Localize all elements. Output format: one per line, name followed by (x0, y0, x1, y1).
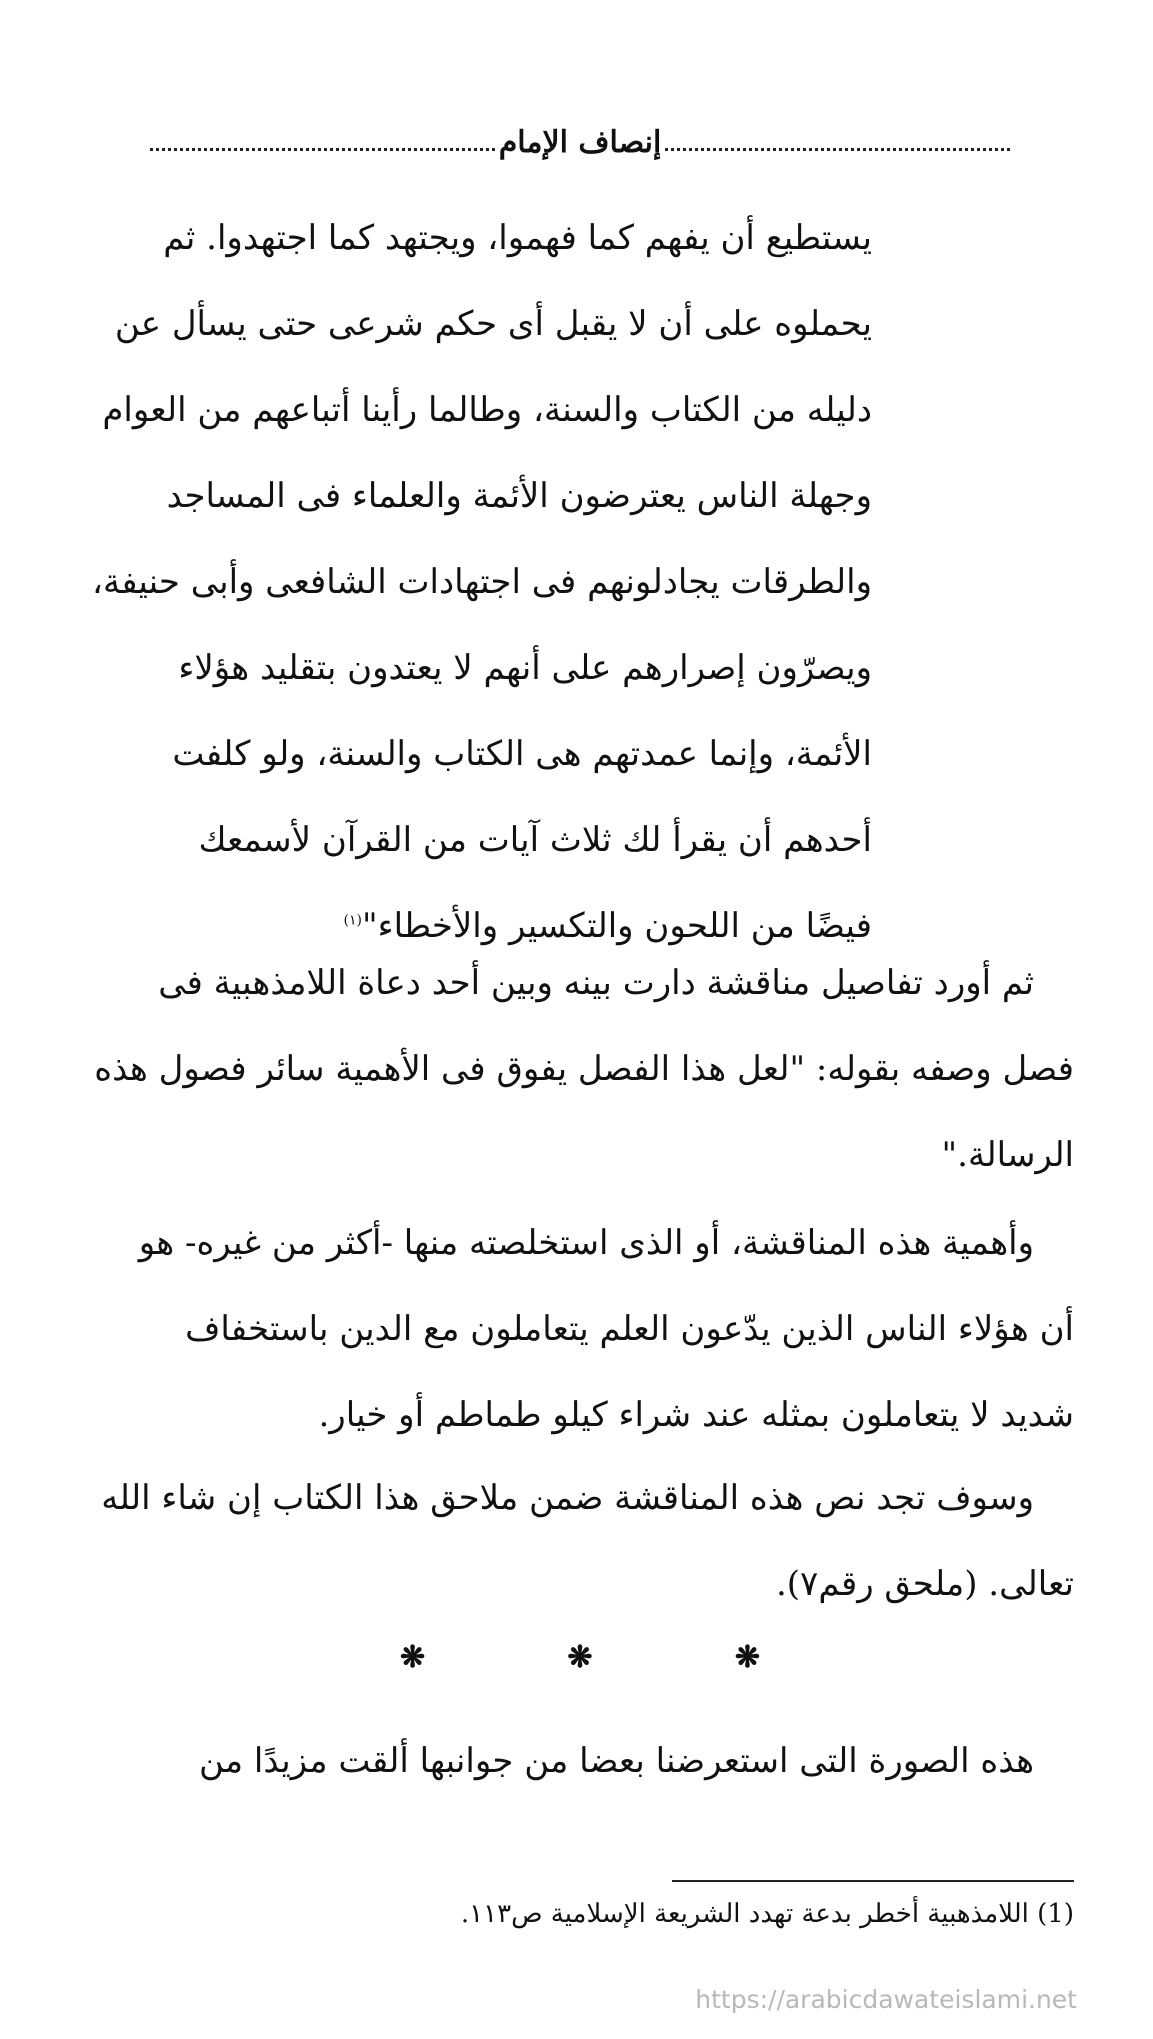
section-separator (400, 1640, 760, 1675)
running-header (150, 122, 1010, 162)
asterism-star-icon: ❋ (567, 1640, 593, 1675)
running-header-title: إنصاف الإمام (498, 124, 662, 160)
paragraph-line: هذه الصورة التى استعرضنا بعضا من جوانبها ألقت مزيدًا من (199, 1741, 1034, 1781)
quote-line: ويصرّون إصرارهم على أنهم لا يعتدون بتقليد هؤلاء (178, 648, 872, 688)
paragraph-2 (92, 1200, 1074, 1458)
quote-line: وجهلة الناس يعترضون الأئمة والعلماء فى المساجد (166, 476, 872, 516)
quote-line: يستطيع أن يفهم كما فهموا، ويجتهد كما اجتهدوا. ثم (163, 218, 872, 258)
paragraph-line: ثم أورد تفاصيل مناقشة دارت بينه وبين أحد دعاة اللامذهبية فى (158, 963, 1034, 1003)
paragraph-line: الرسالة." (941, 1135, 1074, 1175)
asterism-star-icon: ❋ (400, 1640, 426, 1675)
quote-line: دليله من الكتاب والسنة، وطالما رأينا أتباعهم من العوام (102, 390, 872, 430)
quote-last-line-text: فيضًا من اللحون والتكسير والأخطاء" (362, 906, 872, 946)
header-dot-leader-left (150, 148, 495, 151)
footnote-divider (672, 1880, 1074, 1882)
quote-line: الأئمة، وإنما عمدتهم هى الكتاب والسنة، ولو كلفت (172, 734, 872, 774)
footnote-marker: (١) (343, 912, 363, 929)
block-quote (92, 195, 872, 969)
quote-line: والطرقات يجادلونهم فى اجتهادات الشافعى وأبى حنيفة، (92, 562, 872, 602)
paragraph-line: تعالى. (ملحق رقم٧). (775, 1564, 1074, 1604)
footnote: (1) اللامذهبية أخطر بدعة تهدد الشريعة الإسلامية ص١١٣. (460, 1899, 1074, 1929)
asterism-star-icon: ❋ (734, 1640, 760, 1675)
quote-line: يحملوه على أن لا يقبل أى حكم شرعى حتى يسأل عن (114, 304, 872, 344)
paragraph-1 (92, 940, 1074, 1198)
paragraph-3 (92, 1455, 1074, 1627)
watermark-url: https://arabicdawateislami.net (695, 1985, 1077, 2014)
paragraph-line: وسوف تجد نص هذه المناقشة ضمن ملاحق هذا الكتاب إن شاء الله (101, 1478, 1034, 1518)
quote-line: أحدهم أن يقرأ لك ثلاث آيات من القرآن لأسمعك (198, 820, 872, 860)
paragraph-line: أن هؤلاء الناس الذين يدّعون العلم يتعاملون مع الدين باستخفاف (185, 1309, 1074, 1349)
paragraph-4 (92, 1718, 1074, 1804)
header-dot-leader-right (665, 148, 1010, 151)
paragraph-line: وأهمية هذه المناقشة، أو الذى استخلصته منها -أكثر من غيره- هو (138, 1223, 1034, 1263)
paragraph-line: فصل وصفه بقوله: "لعل هذا الفصل يفوق فى الأهمية سائر فصول هذه (94, 1049, 1074, 1089)
paragraph-line: شديد لا يتعاملون بمثله عند شراء كيلو طماطم أو خيار. (318, 1395, 1074, 1435)
